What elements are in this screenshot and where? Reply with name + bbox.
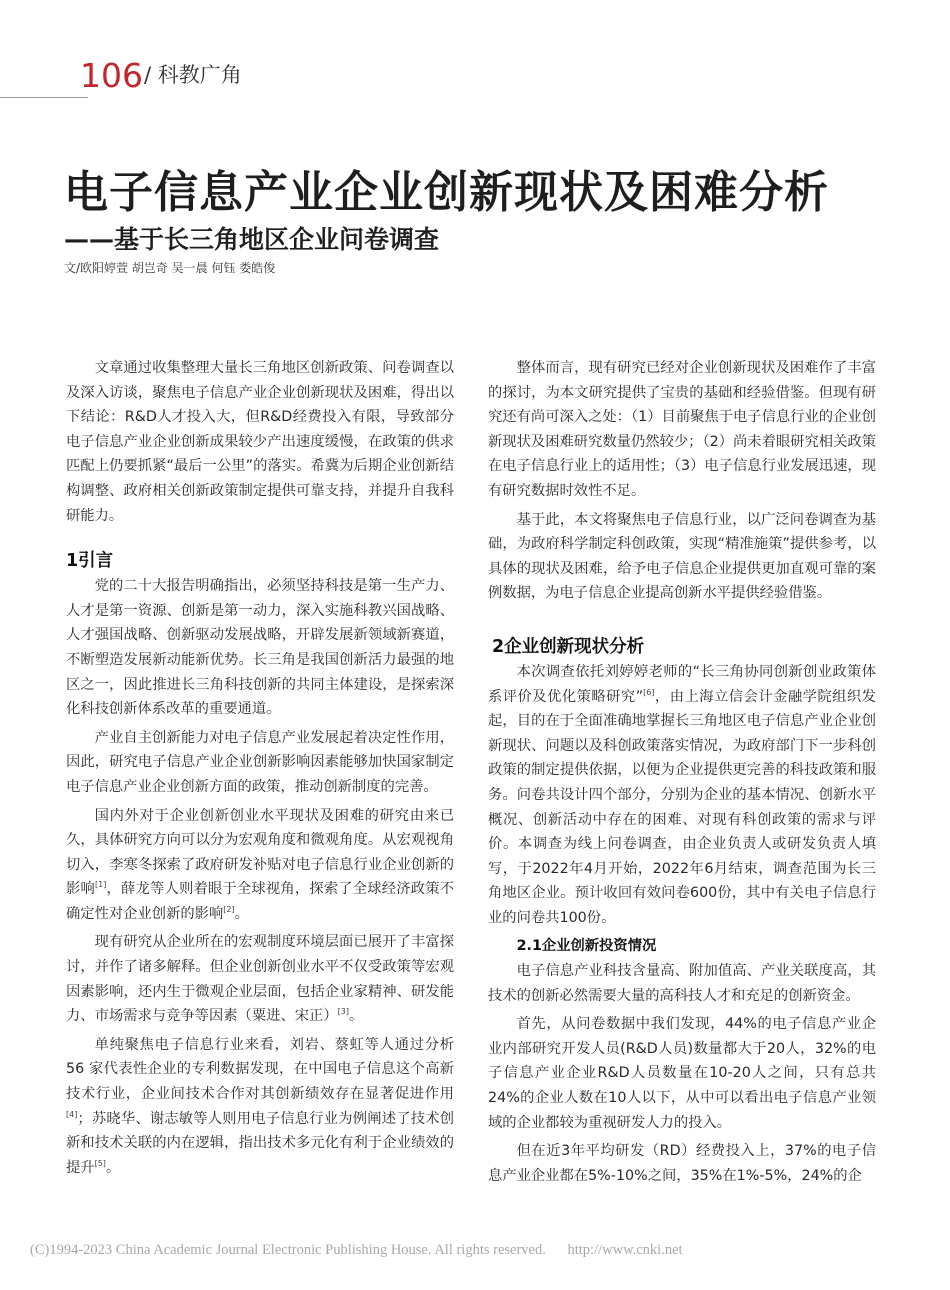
paragraph — [66, 804, 454, 927]
page-number: 106 — [80, 56, 143, 95]
paragraph: 产业自主创新能力对电子信息产业发展起着决定性作用，因此，研究电子信息产业企业创新影响因素能够加快国家制定电子信息产业企业创新方面的政策，推动创新制度的完善。 — [66, 729, 454, 795]
article-byline: 文/欧阳婷萱 胡岂奇 吴一晨 何钰 娄皓俊 — [64, 261, 276, 275]
paragraph — [66, 930, 454, 1028]
article-subtitle: ——基于长三角地区企业问卷调查 — [64, 225, 440, 254]
paragraph-text: 单纯聚焦电子信息行业来看，刘岩、蔡虹等人通过分析56 家代表性企业的专利数据发现，在中国电子信息这个高新技术行业，企业间技术合作对其创新绩效存在显著促进作用 — [66, 1036, 454, 1103]
section-heading-innovation-status: 2企业创新现状分析 — [492, 636, 645, 657]
paragraph-text: 现有研究从企业所在的宏观制度环境层面已展开了丰富探讨，并作了诸多解释。但企业创新创业水平不仅受政策等宏观因素影响，还内生于微观企业层面，包括企业家精神、研发能力、市场需求与竞争等因素（粟进、宋正） — [66, 934, 454, 1025]
paragraph-text: 。 — [105, 1159, 121, 1176]
citation-ref[interactable]: [2] — [223, 905, 235, 915]
paragraph-text: ；苏晓华、谢志敏等人则用电子信息行业为例阐述了技术创新和技术关联的内在逻辑，指出技术多元化有利于企业绩效的提升 — [66, 1110, 454, 1176]
paragraph-text: ，由上海立信会计金融学院组织发起，目的在于全面准确地掌握长三角地区电子信息产业企业创新现状、问题以及科创政策落实情况，为政府部门下一步科创政策的制定提供依据，以便为企业提供更完善的科技政策和服务。问卷共设计四个部分，分别为企业的基本情况、创新水平概况、创新活动中存在的困难、对现有科创政策的需求与评价。本调查为线上问卷调查，由企业负责人或研发负责人填写，于2022年4月开始，2022年6月结束，调查范围为长三角地区企业。预计收回有效问卷600份，其中有关电子信息行业的问卷共100份。 — [488, 688, 877, 926]
paragraph-text: ，薛龙等人则着眼于全球视角，探索了全球经济政策不确定性对企业创新的影响 — [66, 881, 455, 922]
header-rule — [0, 97, 88, 98]
paragraph: 但在近3年平均研发（RD）经费投入上，37%的电子信息产业企业都在5%-10%之间，35%在1%-5%，24%的企 — [488, 1143, 876, 1184]
right-column — [488, 356, 876, 1188]
paragraph — [66, 1033, 454, 1181]
abstract: 文章通过收集整理大量长三角地区创新政策、问卷调查以及深入访谈，聚焦电子信息产业企业创新现状及困难，得出以下结论：R&D人才投入大，但R&D经费投入有限，导致部分电子信息产业企业创新成果较少产出速度缓慢，在政策的供求匹配上仍要抓紧“最后一公里”的落实。希冀为后期企业创新结构调整、政府相关创新政策制定提供可靠支持，并提升自我科研能力。 — [66, 360, 454, 524]
paragraph: 电子信息产业科技含量高、附加值高、产业关联度高，其技术的创新必然需要大量的高科技人才和充足的创新资金。 — [488, 963, 876, 1004]
paragraph-text: 。 — [234, 905, 249, 922]
paragraph — [488, 660, 876, 931]
footer-url[interactable]: http://www.cnki.net — [567, 1242, 683, 1258]
citation-ref[interactable]: [3] — [337, 1007, 349, 1017]
paragraph: 首先，从问卷数据中我们发现，44%的电子信息产业企业内部研究开发人员(R&D人员)数量都大于20人，32%的电子信息产业企业R&D人员数量在10-20人之间，只有总共24%的企业人数在10人以下，从中可以看出电子信息产业领域的企业都较为重视研发人力的投入。 — [488, 1016, 876, 1131]
citation-ref[interactable]: [1] — [94, 880, 107, 890]
paragraph-text: 国内外对于企业创新创业水平现状及困难的研究由来已久，具体研究方向可以分为宏观角度和微观角度。从宏观视角切入，李寒冬探索了政府研发补贴对电子信息行业企业创新的影响 — [66, 807, 454, 898]
section-label: / 科教广角 — [144, 63, 242, 87]
citation-ref[interactable]: [4] — [66, 1109, 78, 1119]
paragraph: 整体而言，现有研究已经对企业创新现状及困难作了丰富的探讨，为本文研究提供了宝贵的基础和经验借鉴。但现有研究还有尚可深入之处：（1）目前聚焦于电子信息行业的企业创新现状及困难研究数量仍然较少；（2）尚未着眼研究相关政策在电子信息行业上的适用性；（3）电子信息行业发展迅速，现有研究数据时效性不足。 — [488, 360, 876, 499]
footer-watermark — [30, 1242, 930, 1259]
left-column — [66, 356, 454, 1180]
page-header — [0, 55, 950, 103]
paragraph: 党的二十大报告明确指出，必须坚持科技是第一生产力、人才是第一资源、创新是第一动力，深入实施科教兴国战略、人才强国战略、创新驱动发展战略，开辟发展新领域新赛道，不断塑造发展新动能新优势。长三角是我国创新活力最强的地区之一，因此推进长三角科技创新的共同主体建设，是探索深化科技创新体系改革的重要通道。 — [66, 578, 454, 718]
citation-ref[interactable]: [5] — [94, 1159, 106, 1169]
citation-ref[interactable]: [6] — [643, 687, 655, 697]
article-title: 电子信息产业企业创新现状及困难分析 — [64, 167, 829, 218]
paragraph-text: 。 — [348, 1008, 364, 1025]
footer-copyright: (C)1994-2023 China Academic Journal Electronic Publishing House. All rights reserved. — [30, 1242, 546, 1258]
subsection-heading-investment: 2.1企业创新投资情况 — [516, 938, 657, 955]
paragraph: 基于此，本文将聚焦电子信息行业，以广泛问卷调查为基础，为政府科学制定科创政策，实现“精准施策”提供参考，以具体的现状及困难，给予电子信息企业提供更加直观可靠的案例数据，为电子信息企业提高创新水平提供经验借鉴。 — [488, 511, 876, 602]
section-heading-introduction: 1引言 — [66, 551, 114, 572]
paragraph-text: 本次调查依托刘婷婷老师的“长三角协同创新创业政策体系评价及优化策略研究” — [488, 663, 876, 705]
